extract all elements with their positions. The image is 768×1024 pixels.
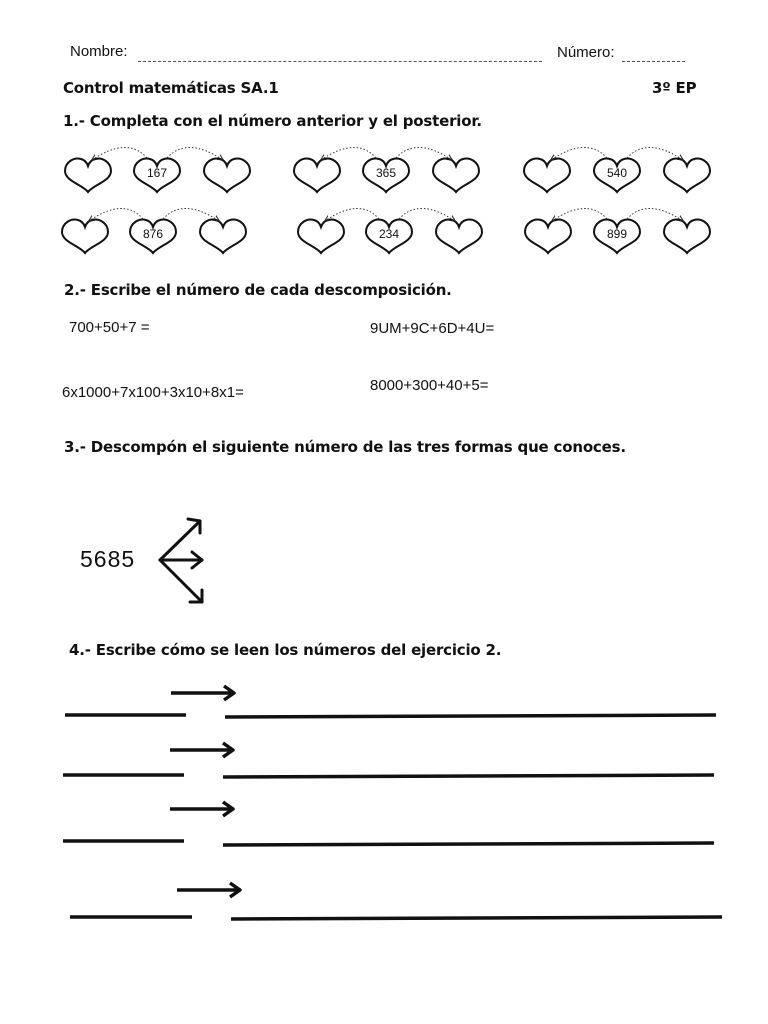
exercise-3-heading: 3.- Descompón el siguiente número de las tres formas que conoces. [64,438,626,456]
heart-number-6: 899 [606,227,628,241]
answer-line-long-2 [223,775,714,777]
decomposition-item-2: 9UM+9C+6D+4U= [370,320,495,337]
exercise-2-heading: 2.- Escribe el número de cada descomposición. [64,281,452,299]
hearts-diagram [0,125,768,275]
answer-line-long-3 [223,843,714,845]
heart-right-4[interactable] [200,220,246,253]
worksheet-title: Control matemáticas SA.1 [63,79,279,97]
decomposition-item-4: 8000+300+40+5= [370,377,489,394]
heart-right-1[interactable] [204,159,250,192]
decomposition-item-1: 700+50+7 = [69,319,150,336]
heart-number-4: 876 [142,227,164,241]
heart-number-3: 540 [606,166,628,180]
heart-right-5[interactable] [436,220,482,253]
name-label: Nombre: [70,43,128,60]
answer-lines [0,675,768,935]
exercise-4-heading: 4.- Escribe cómo se leen los números del ejercicio 2. [69,641,502,659]
heart-left-6[interactable] [525,220,571,253]
answer-line-long-1 [225,715,716,717]
heart-number-2: 365 [375,166,397,180]
exercise-1-heading: 1.- Completa con el número anterior y el posterior. [63,112,482,130]
heart-number-5: 234 [378,227,400,241]
heart-number-1: 167 [146,166,168,180]
heart-left-4[interactable] [62,220,108,253]
number-field-line[interactable] [622,61,685,62]
heart-right-6[interactable] [664,220,710,253]
name-field-line[interactable] [138,61,542,62]
heart-right-3[interactable] [664,159,710,192]
answer-line-long-4 [231,917,722,919]
heart-left-1[interactable] [65,159,111,192]
heart-right-2[interactable] [433,159,479,192]
decomposition-item-3: 6x1000+7x100+3x10+8x1= [62,384,244,401]
three-way-arrows-icon [150,510,220,615]
heart-left-5[interactable] [298,220,344,253]
heart-left-2[interactable] [294,159,340,192]
heart-left-3[interactable] [524,159,570,192]
number-label: Número: [557,44,615,61]
number-to-decompose: 5685 [80,546,136,572]
grade-label: 3º EP [652,79,697,97]
